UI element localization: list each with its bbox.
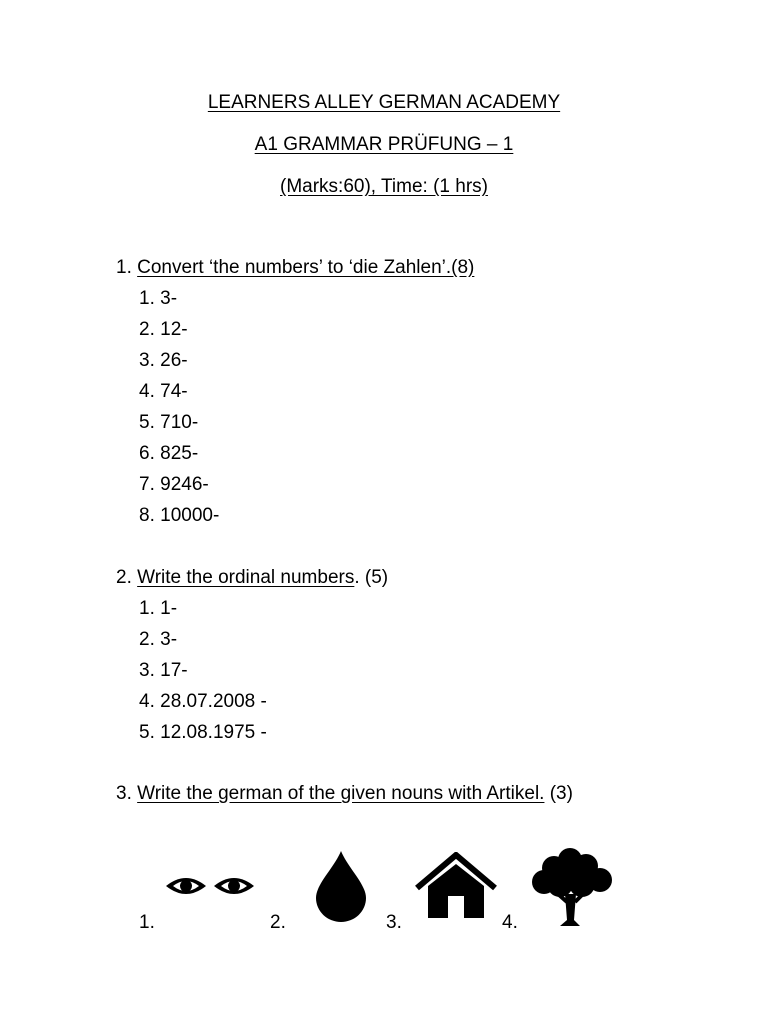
q1-item: 7. 9246- xyxy=(139,474,209,495)
question-3 xyxy=(116,782,573,806)
q2-item: 5. 12.08.1975 - xyxy=(139,722,267,743)
question-1-instruction: Convert ‘the numbers’ to ‘die Zahlen’.(8) xyxy=(137,257,475,278)
q1-item: 5. 710- xyxy=(139,412,199,433)
question-1-number: 1. xyxy=(116,257,132,278)
q1-item: 4. 74- xyxy=(139,381,188,402)
question-2-instruction: Write the ordinal numbers xyxy=(137,567,355,588)
eyes-icon xyxy=(164,870,256,902)
academy-title: LEARNERS ALLEY GERMAN ACADEMY xyxy=(207,92,561,113)
question-3-marks: (3) xyxy=(544,783,573,804)
q2-item: 1. 1- xyxy=(139,598,178,619)
q1-item: 6. 825- xyxy=(139,443,199,464)
q2-item: 4. 28.07.2008 - xyxy=(139,691,267,712)
q2-item: 3. 17- xyxy=(139,660,188,681)
picture-4-label: 4. xyxy=(502,912,518,933)
picture-2-label: 2. xyxy=(270,912,286,933)
question-3-instruction: Write the german of the given nouns with Artikel. xyxy=(137,783,545,804)
house-icon xyxy=(414,852,498,920)
tree-icon xyxy=(530,846,614,926)
marks-time: (Marks:60), Time: (1 hrs) xyxy=(280,176,488,197)
question-1 xyxy=(116,256,474,280)
q2-item: 2. 3- xyxy=(139,629,178,650)
q1-item: 3. 26- xyxy=(139,350,188,371)
question-2-number: 2. xyxy=(116,567,132,588)
water-drop-icon xyxy=(314,850,368,922)
picture-1-label: 1. xyxy=(139,912,155,933)
q1-item: 2. 12- xyxy=(139,319,188,340)
exam-title: A1 GRAMMAR PRÜFUNG – 1 xyxy=(254,134,514,155)
picture-3-label: 3. xyxy=(386,912,402,933)
question-3-number: 3. xyxy=(116,783,132,804)
q1-item: 1. 3- xyxy=(139,288,178,309)
q1-item: 8. 10000- xyxy=(139,505,220,526)
question-2 xyxy=(116,566,388,590)
question-2-marks: . (5) xyxy=(354,567,389,588)
